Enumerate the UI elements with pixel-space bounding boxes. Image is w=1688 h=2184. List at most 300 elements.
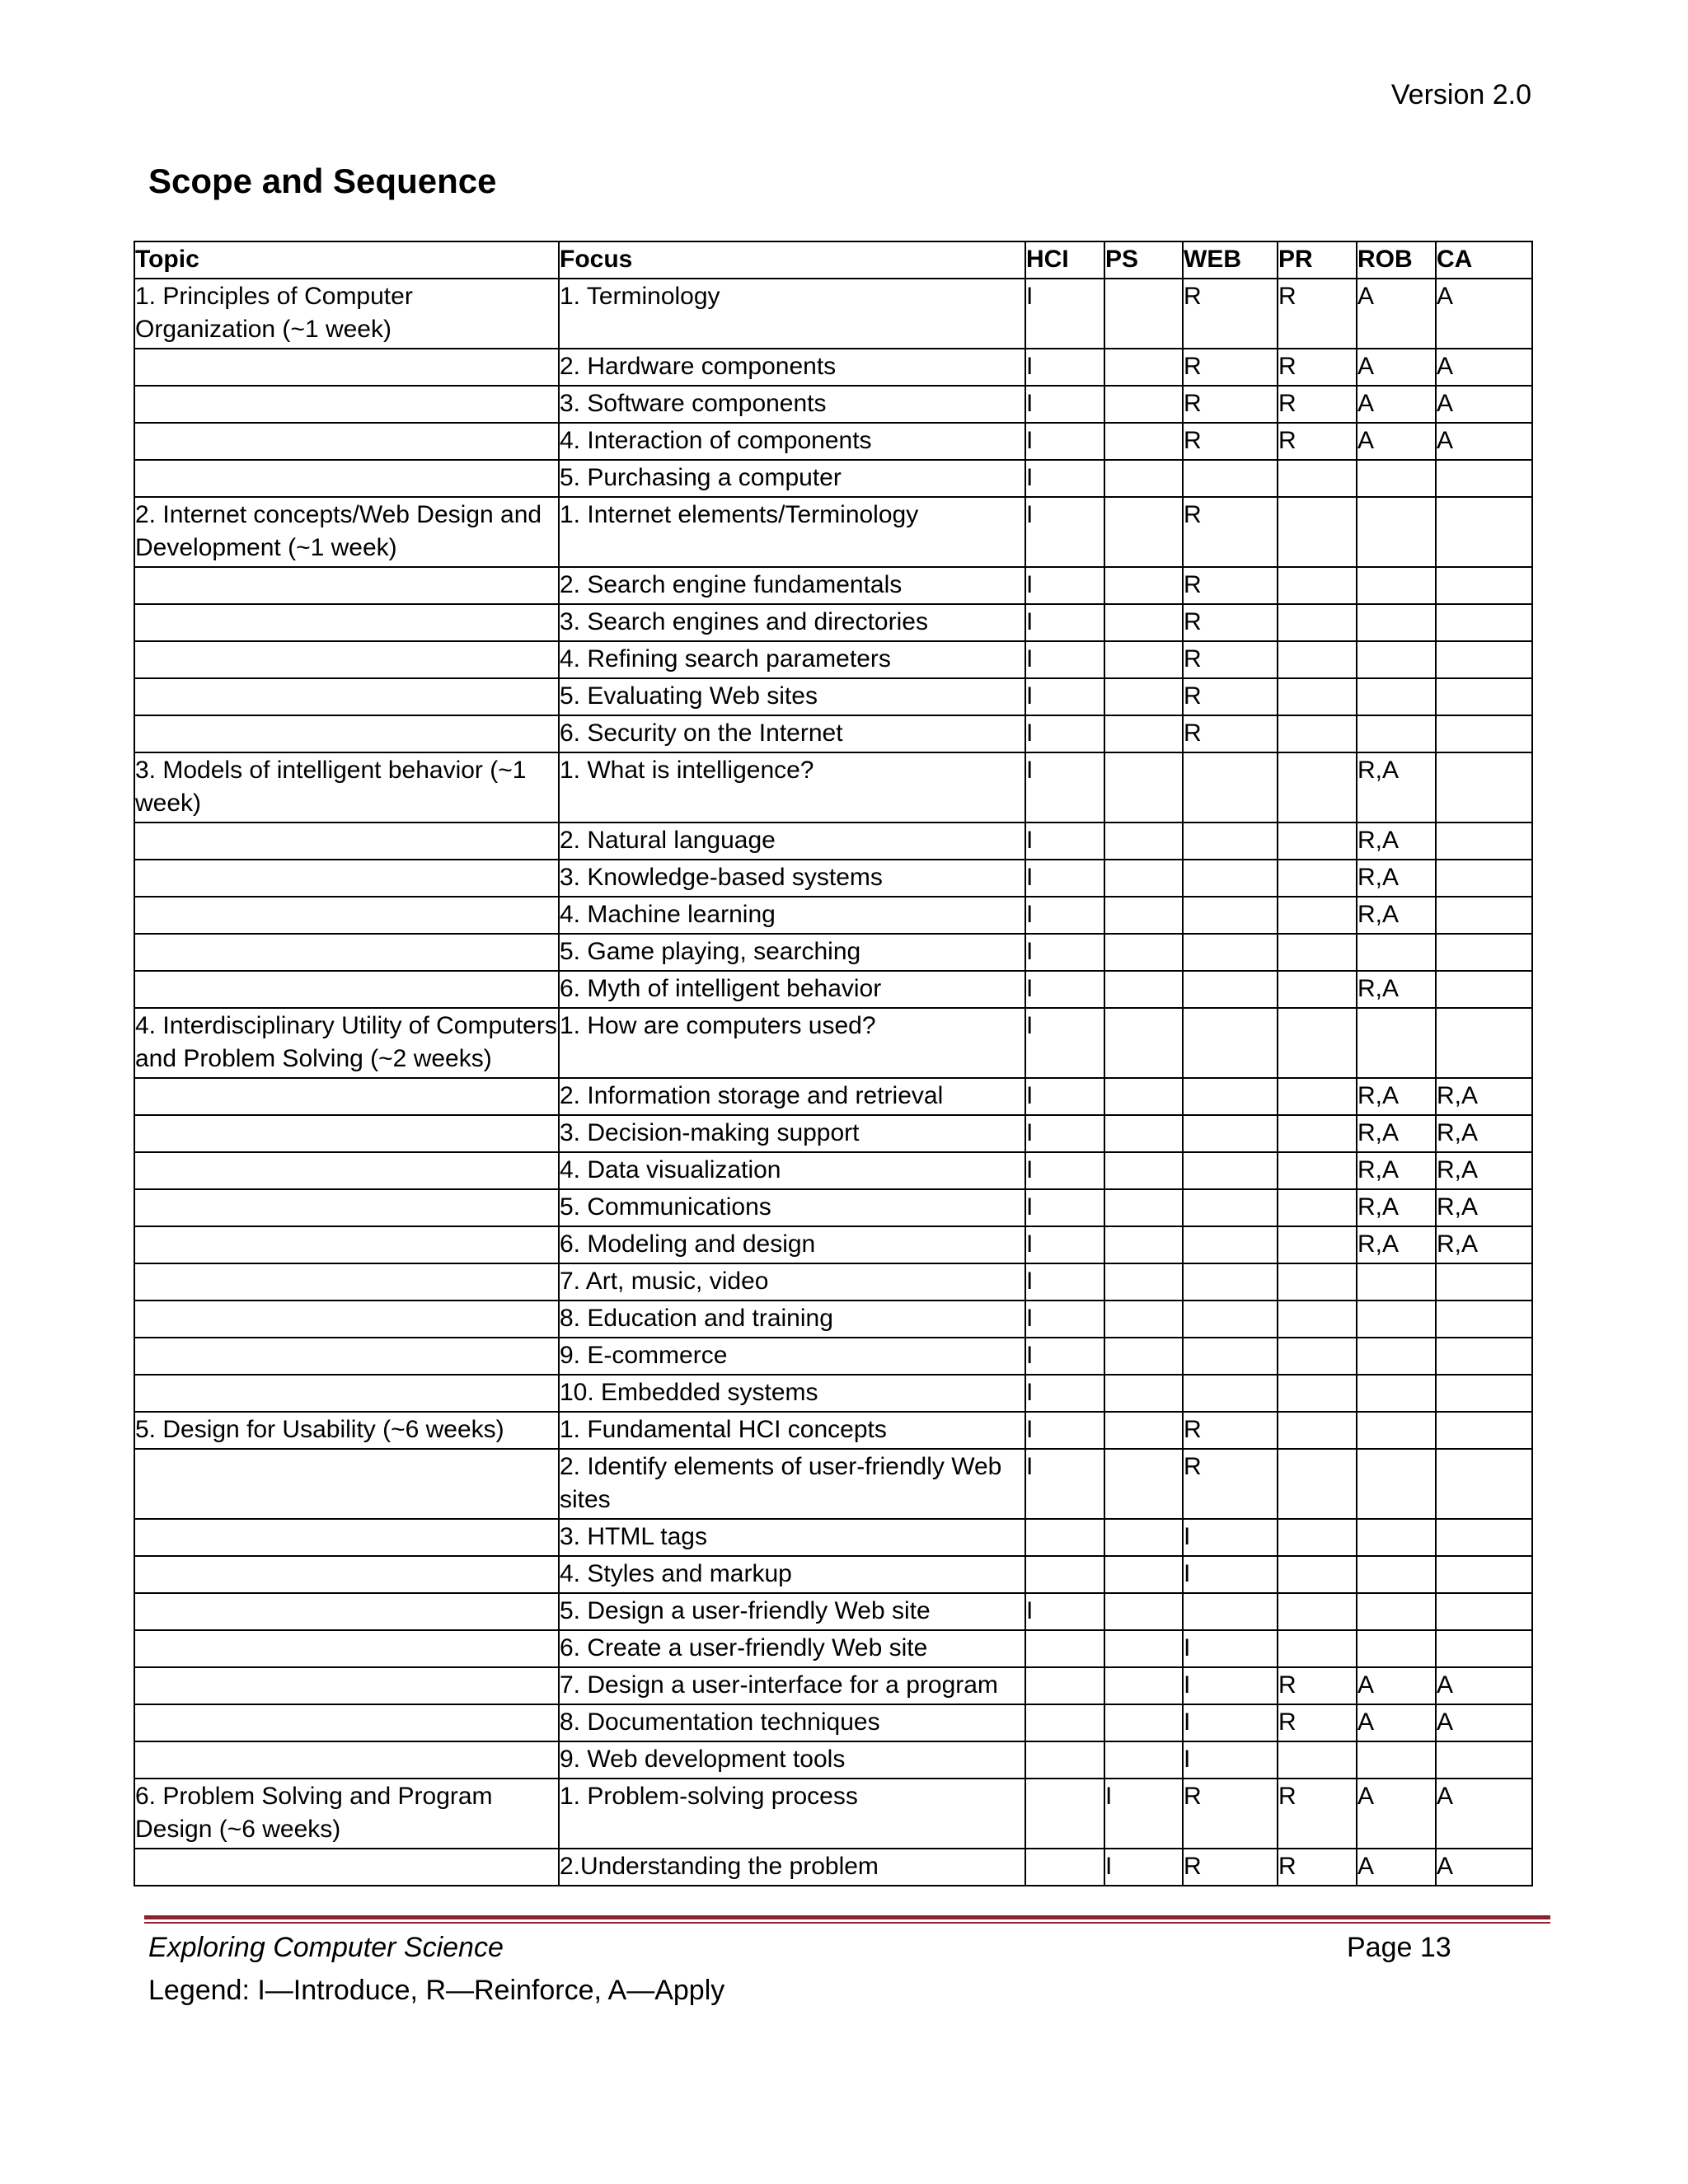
cell-topic xyxy=(134,678,559,715)
table-row xyxy=(134,1412,1532,1449)
cell-pr: R xyxy=(1278,1704,1357,1741)
table-row xyxy=(134,752,1532,823)
cell-hci: I xyxy=(1025,460,1104,497)
cell-focus: 5. Communications xyxy=(559,1189,1025,1226)
header-web: WEB xyxy=(1183,241,1278,279)
cell-pr: R xyxy=(1278,1849,1357,1886)
table-row xyxy=(134,860,1532,897)
cell-hci: I xyxy=(1025,1226,1104,1263)
cell-topic: 5. Design for Usability (~6 weeks) xyxy=(134,1412,559,1449)
cell-ca xyxy=(1436,567,1532,604)
cell-ca: A xyxy=(1436,279,1532,349)
cell-ca xyxy=(1436,1338,1532,1375)
cell-topic xyxy=(134,641,559,678)
cell-rob xyxy=(1357,1449,1436,1519)
table-row xyxy=(134,1189,1532,1226)
cell-topic xyxy=(134,715,559,752)
cell-rob: R,A xyxy=(1357,1078,1436,1115)
cell-web: R xyxy=(1183,386,1278,423)
cell-topic xyxy=(134,386,559,423)
cell-hci: I xyxy=(1025,279,1104,349)
cell-ca xyxy=(1436,860,1532,897)
cell-pr xyxy=(1278,1556,1357,1593)
cell-topic xyxy=(134,897,559,934)
cell-pr xyxy=(1278,823,1357,860)
header-ca: CA xyxy=(1436,241,1532,279)
table-row xyxy=(134,349,1532,386)
cell-web: R xyxy=(1183,497,1278,567)
cell-ps xyxy=(1104,1301,1183,1338)
cell-rob xyxy=(1357,934,1436,971)
cell-rob xyxy=(1357,1301,1436,1338)
cell-web: R xyxy=(1183,604,1278,641)
table-row xyxy=(134,1704,1532,1741)
cell-ca: A xyxy=(1436,1667,1532,1704)
cell-rob xyxy=(1357,641,1436,678)
cell-ps xyxy=(1104,1449,1183,1519)
cell-rob: A xyxy=(1357,1849,1436,1886)
cell-focus: 4. Data visualization xyxy=(559,1152,1025,1189)
cell-hci: I xyxy=(1025,823,1104,860)
cell-hci: I xyxy=(1025,1593,1104,1630)
cell-web: I xyxy=(1183,1519,1278,1556)
cell-hci: I xyxy=(1025,604,1104,641)
cell-ca xyxy=(1436,752,1532,823)
cell-web: R xyxy=(1183,1412,1278,1449)
cell-hci: I xyxy=(1025,497,1104,567)
cell-web xyxy=(1183,897,1278,934)
cell-topic: 3. Models of intelligent behavior (~1 week) xyxy=(134,752,559,823)
table-row xyxy=(134,1779,1532,1849)
cell-ps xyxy=(1104,715,1183,752)
table-row xyxy=(134,1849,1532,1886)
cell-pr xyxy=(1278,1226,1357,1263)
cell-ca xyxy=(1436,934,1532,971)
cell-topic xyxy=(134,1630,559,1667)
cell-topic xyxy=(134,604,559,641)
cell-topic xyxy=(134,1115,559,1152)
cell-focus: 5. Purchasing a computer xyxy=(559,460,1025,497)
cell-pr xyxy=(1278,1375,1357,1412)
cell-pr: R xyxy=(1278,349,1357,386)
header-focus: Focus xyxy=(559,241,1025,279)
cell-topic xyxy=(134,823,559,860)
cell-rob: A xyxy=(1357,1704,1436,1741)
cell-focus: 6. Myth of intelligent behavior xyxy=(559,971,1025,1008)
cell-ps xyxy=(1104,934,1183,971)
cell-pr xyxy=(1278,497,1357,567)
cell-pr xyxy=(1278,1189,1357,1226)
table-row xyxy=(134,1667,1532,1704)
cell-web: I xyxy=(1183,1704,1278,1741)
cell-pr xyxy=(1278,460,1357,497)
cell-pr xyxy=(1278,1593,1357,1630)
cell-focus: 2.Understanding the problem xyxy=(559,1849,1025,1886)
table-row xyxy=(134,1115,1532,1152)
cell-focus: 7. Art, music, video xyxy=(559,1263,1025,1301)
cell-web xyxy=(1183,460,1278,497)
cell-focus: 6. Modeling and design xyxy=(559,1226,1025,1263)
cell-hci xyxy=(1025,1704,1104,1741)
cell-ca xyxy=(1436,1630,1532,1667)
cell-topic: 4. Interdisciplinary Utility of Computers and Problem Solving (~2 weeks) xyxy=(134,1008,559,1078)
cell-ps xyxy=(1104,1115,1183,1152)
cell-pr xyxy=(1278,1078,1357,1115)
cell-topic xyxy=(134,1519,559,1556)
cell-ca xyxy=(1436,823,1532,860)
cell-web xyxy=(1183,971,1278,1008)
cell-topic xyxy=(134,1849,559,1886)
cell-ca: R,A xyxy=(1436,1152,1532,1189)
cell-web xyxy=(1183,1226,1278,1263)
cell-rob xyxy=(1357,1338,1436,1375)
cell-topic: 2. Internet concepts/Web Design and Development (~1 week) xyxy=(134,497,559,567)
cell-rob xyxy=(1357,678,1436,715)
cell-web xyxy=(1183,1189,1278,1226)
cell-web: R xyxy=(1183,567,1278,604)
cell-ca: A xyxy=(1436,349,1532,386)
cell-ps xyxy=(1104,641,1183,678)
cell-rob xyxy=(1357,1593,1436,1630)
table-row xyxy=(134,497,1532,567)
cell-web xyxy=(1183,823,1278,860)
cell-focus: 3. Search engines and directories xyxy=(559,604,1025,641)
cell-ps xyxy=(1104,279,1183,349)
cell-ps xyxy=(1104,1704,1183,1741)
cell-pr xyxy=(1278,604,1357,641)
cell-focus: 3. Decision-making support xyxy=(559,1115,1025,1152)
cell-web: R xyxy=(1183,349,1278,386)
cell-topic xyxy=(134,567,559,604)
cell-web xyxy=(1183,1078,1278,1115)
cell-pr: R xyxy=(1278,1667,1357,1704)
cell-focus: 2. Search engine fundamentals xyxy=(559,567,1025,604)
cell-rob xyxy=(1357,1375,1436,1412)
cell-ca: A xyxy=(1436,386,1532,423)
table-row xyxy=(134,460,1532,497)
cell-web xyxy=(1183,1115,1278,1152)
table-row xyxy=(134,1226,1532,1263)
cell-ps xyxy=(1104,497,1183,567)
cell-ps: I xyxy=(1104,1849,1183,1886)
cell-web: I xyxy=(1183,1741,1278,1779)
cell-ps xyxy=(1104,604,1183,641)
table-row xyxy=(134,1338,1532,1375)
table-row xyxy=(134,823,1532,860)
header-ps: PS xyxy=(1104,241,1183,279)
cell-ps: I xyxy=(1104,1779,1183,1849)
cell-ps xyxy=(1104,1008,1183,1078)
cell-ps xyxy=(1104,567,1183,604)
table-row xyxy=(134,386,1532,423)
cell-focus: 2. Information storage and retrieval xyxy=(559,1078,1025,1115)
cell-pr xyxy=(1278,1519,1357,1556)
cell-ps xyxy=(1104,1667,1183,1704)
cell-web: R xyxy=(1183,1849,1278,1886)
cell-hci: I xyxy=(1025,860,1104,897)
cell-ps xyxy=(1104,1338,1183,1375)
cell-web xyxy=(1183,1008,1278,1078)
cell-rob: R,A xyxy=(1357,860,1436,897)
cell-ps xyxy=(1104,1375,1183,1412)
cell-rob: R,A xyxy=(1357,1189,1436,1226)
cell-pr xyxy=(1278,1301,1357,1338)
cell-hci: I xyxy=(1025,641,1104,678)
cell-ca xyxy=(1436,715,1532,752)
table-row xyxy=(134,1556,1532,1593)
cell-ca xyxy=(1436,1741,1532,1779)
cell-hci xyxy=(1025,1630,1104,1667)
cell-rob xyxy=(1357,1008,1436,1078)
cell-topic: 1. Principles of Computer Organization (~1 week) xyxy=(134,279,559,349)
cell-ps xyxy=(1104,971,1183,1008)
cell-web: R xyxy=(1183,678,1278,715)
cell-hci: I xyxy=(1025,1449,1104,1519)
cell-pr xyxy=(1278,752,1357,823)
cell-ps xyxy=(1104,752,1183,823)
cell-pr xyxy=(1278,1630,1357,1667)
cell-focus: 9. E-commerce xyxy=(559,1338,1025,1375)
cell-web xyxy=(1183,1593,1278,1630)
cell-hci: I xyxy=(1025,349,1104,386)
cell-topic xyxy=(134,1667,559,1704)
cell-focus: 7. Design a user-interface for a program xyxy=(559,1667,1025,1704)
cell-web xyxy=(1183,752,1278,823)
cell-topic xyxy=(134,1338,559,1375)
cell-focus: 3. Knowledge-based systems xyxy=(559,860,1025,897)
table-row xyxy=(134,1519,1532,1556)
cell-ca xyxy=(1436,1449,1532,1519)
cell-pr xyxy=(1278,1115,1357,1152)
cell-focus: 1. What is intelligence? xyxy=(559,752,1025,823)
cell-focus: 2. Hardware components xyxy=(559,349,1025,386)
cell-focus: 9. Web development tools xyxy=(559,1741,1025,1779)
cell-hci: I xyxy=(1025,567,1104,604)
cell-pr: R xyxy=(1278,279,1357,349)
cell-rob xyxy=(1357,460,1436,497)
cell-hci: I xyxy=(1025,1338,1104,1375)
cell-hci xyxy=(1025,1556,1104,1593)
cell-hci: I xyxy=(1025,715,1104,752)
table-row xyxy=(134,279,1532,349)
table-body xyxy=(134,279,1532,1886)
cell-rob xyxy=(1357,567,1436,604)
cell-hci xyxy=(1025,1667,1104,1704)
cell-ca xyxy=(1436,897,1532,934)
cell-ca: A xyxy=(1436,1849,1532,1886)
cell-hci xyxy=(1025,1519,1104,1556)
cell-topic xyxy=(134,934,559,971)
table-row xyxy=(134,1449,1532,1519)
cell-ca: A xyxy=(1436,1779,1532,1849)
cell-ps xyxy=(1104,1078,1183,1115)
legend: Legend: I—Introduce, R—Reinforce, A—Apply xyxy=(148,1975,725,2006)
cell-focus: 1. How are computers used? xyxy=(559,1008,1025,1078)
cell-focus: 4. Interaction of components xyxy=(559,423,1025,460)
cell-topic xyxy=(134,1226,559,1263)
cell-pr xyxy=(1278,1741,1357,1779)
cell-hci: I xyxy=(1025,1301,1104,1338)
cell-rob: R,A xyxy=(1357,823,1436,860)
cell-pr xyxy=(1278,1263,1357,1301)
cell-pr: R xyxy=(1278,386,1357,423)
cell-pr: R xyxy=(1278,1779,1357,1849)
cell-focus: 1. Fundamental HCI concepts xyxy=(559,1412,1025,1449)
cell-hci: I xyxy=(1025,1115,1104,1152)
cell-ps xyxy=(1104,678,1183,715)
cell-hci xyxy=(1025,1741,1104,1779)
cell-ps xyxy=(1104,386,1183,423)
cell-ps xyxy=(1104,1741,1183,1779)
table-row xyxy=(134,1741,1532,1779)
cell-web xyxy=(1183,1301,1278,1338)
cell-hci: I xyxy=(1025,1008,1104,1078)
table-row xyxy=(134,715,1532,752)
cell-focus: 10. Embedded systems xyxy=(559,1375,1025,1412)
cell-rob: R,A xyxy=(1357,897,1436,934)
cell-rob: A xyxy=(1357,1667,1436,1704)
cell-ps xyxy=(1104,823,1183,860)
table-row xyxy=(134,971,1532,1008)
cell-hci: I xyxy=(1025,1412,1104,1449)
cell-web: I xyxy=(1183,1667,1278,1704)
cell-rob xyxy=(1357,604,1436,641)
cell-focus: 2. Identify elements of user-friendly Web sites xyxy=(559,1449,1025,1519)
cell-pr xyxy=(1278,1152,1357,1189)
cell-focus: 6. Security on the Internet xyxy=(559,715,1025,752)
cell-rob: A xyxy=(1357,386,1436,423)
cell-topic xyxy=(134,1593,559,1630)
cell-ps xyxy=(1104,860,1183,897)
cell-focus: 3. HTML tags xyxy=(559,1519,1025,1556)
cell-rob: A xyxy=(1357,423,1436,460)
cell-ca xyxy=(1436,1008,1532,1078)
cell-pr xyxy=(1278,567,1357,604)
cell-ps xyxy=(1104,1152,1183,1189)
table-row xyxy=(134,604,1532,641)
cell-web xyxy=(1183,1263,1278,1301)
cell-ca xyxy=(1436,1593,1532,1630)
cell-focus: 6. Create a user-friendly Web site xyxy=(559,1630,1025,1667)
cell-topic xyxy=(134,1704,559,1741)
footer-title: Exploring Computer Science xyxy=(148,1932,504,1963)
cell-topic xyxy=(134,1152,559,1189)
table-row xyxy=(134,1630,1532,1667)
cell-ps xyxy=(1104,349,1183,386)
cell-pr xyxy=(1278,1412,1357,1449)
header-pr: PR xyxy=(1278,241,1357,279)
cell-rob: R,A xyxy=(1357,1152,1436,1189)
cell-web: R xyxy=(1183,279,1278,349)
cell-ca xyxy=(1436,1375,1532,1412)
cell-focus: 4. Machine learning xyxy=(559,897,1025,934)
footer-divider-thin xyxy=(144,1922,1550,1924)
cell-focus: 4. Styles and markup xyxy=(559,1556,1025,1593)
cell-focus: 5. Game playing, searching xyxy=(559,934,1025,971)
cell-rob xyxy=(1357,1519,1436,1556)
cell-hci: I xyxy=(1025,897,1104,934)
cell-ca: A xyxy=(1436,1704,1532,1741)
cell-web xyxy=(1183,1338,1278,1375)
cell-focus: 1. Problem-solving process xyxy=(559,1779,1025,1849)
cell-rob: R,A xyxy=(1357,1226,1436,1263)
cell-ca xyxy=(1436,1412,1532,1449)
table-row xyxy=(134,1593,1532,1630)
cell-hci: I xyxy=(1025,1263,1104,1301)
cell-ps xyxy=(1104,1189,1183,1226)
cell-web: R xyxy=(1183,641,1278,678)
table-row xyxy=(134,567,1532,604)
cell-focus: 3. Software components xyxy=(559,386,1025,423)
cell-focus: 5. Evaluating Web sites xyxy=(559,678,1025,715)
cell-rob xyxy=(1357,715,1436,752)
header-topic: Topic xyxy=(134,241,559,279)
cell-ps xyxy=(1104,1556,1183,1593)
cell-rob: A xyxy=(1357,1779,1436,1849)
cell-hci: I xyxy=(1025,423,1104,460)
cell-web xyxy=(1183,1152,1278,1189)
cell-ca xyxy=(1436,678,1532,715)
table-header-row xyxy=(134,241,1532,279)
cell-pr xyxy=(1278,678,1357,715)
cell-topic xyxy=(134,1741,559,1779)
cell-hci: I xyxy=(1025,386,1104,423)
cell-web: R xyxy=(1183,715,1278,752)
cell-rob: R,A xyxy=(1357,1115,1436,1152)
page-number: Page 13 xyxy=(1347,1932,1451,1963)
version-label: Version 2.0 xyxy=(1390,79,1531,110)
cell-topic xyxy=(134,860,559,897)
cell-focus: 5. Design a user-friendly Web site xyxy=(559,1593,1025,1630)
cell-rob xyxy=(1357,1556,1436,1593)
table-row xyxy=(134,1152,1532,1189)
cell-ps xyxy=(1104,897,1183,934)
cell-focus: 8. Education and training xyxy=(559,1301,1025,1338)
cell-pr xyxy=(1278,897,1357,934)
cell-ca xyxy=(1436,1301,1532,1338)
cell-pr xyxy=(1278,971,1357,1008)
cell-hci: I xyxy=(1025,1078,1104,1115)
cell-pr xyxy=(1278,1008,1357,1078)
page-title: Scope and Sequence xyxy=(148,162,497,200)
cell-rob xyxy=(1357,1741,1436,1779)
cell-ca xyxy=(1436,460,1532,497)
cell-ca xyxy=(1436,1519,1532,1556)
cell-topic xyxy=(134,1449,559,1519)
table-row xyxy=(134,423,1532,460)
cell-web xyxy=(1183,860,1278,897)
cell-pr xyxy=(1278,715,1357,752)
cell-ca: R,A xyxy=(1436,1115,1532,1152)
cell-topic xyxy=(134,423,559,460)
cell-pr xyxy=(1278,860,1357,897)
cell-ca: R,A xyxy=(1436,1226,1532,1263)
cell-hci xyxy=(1025,1779,1104,1849)
cell-ca: A xyxy=(1436,423,1532,460)
cell-rob: R,A xyxy=(1357,971,1436,1008)
cell-hci: I xyxy=(1025,1375,1104,1412)
cell-web xyxy=(1183,1375,1278,1412)
cell-pr xyxy=(1278,1338,1357,1375)
cell-topic xyxy=(134,1078,559,1115)
cell-rob xyxy=(1357,1630,1436,1667)
cell-hci: I xyxy=(1025,934,1104,971)
cell-focus: 2. Natural language xyxy=(559,823,1025,860)
cell-ps xyxy=(1104,1263,1183,1301)
cell-ps xyxy=(1104,1519,1183,1556)
header-hci: HCI xyxy=(1025,241,1104,279)
cell-ca xyxy=(1436,1556,1532,1593)
